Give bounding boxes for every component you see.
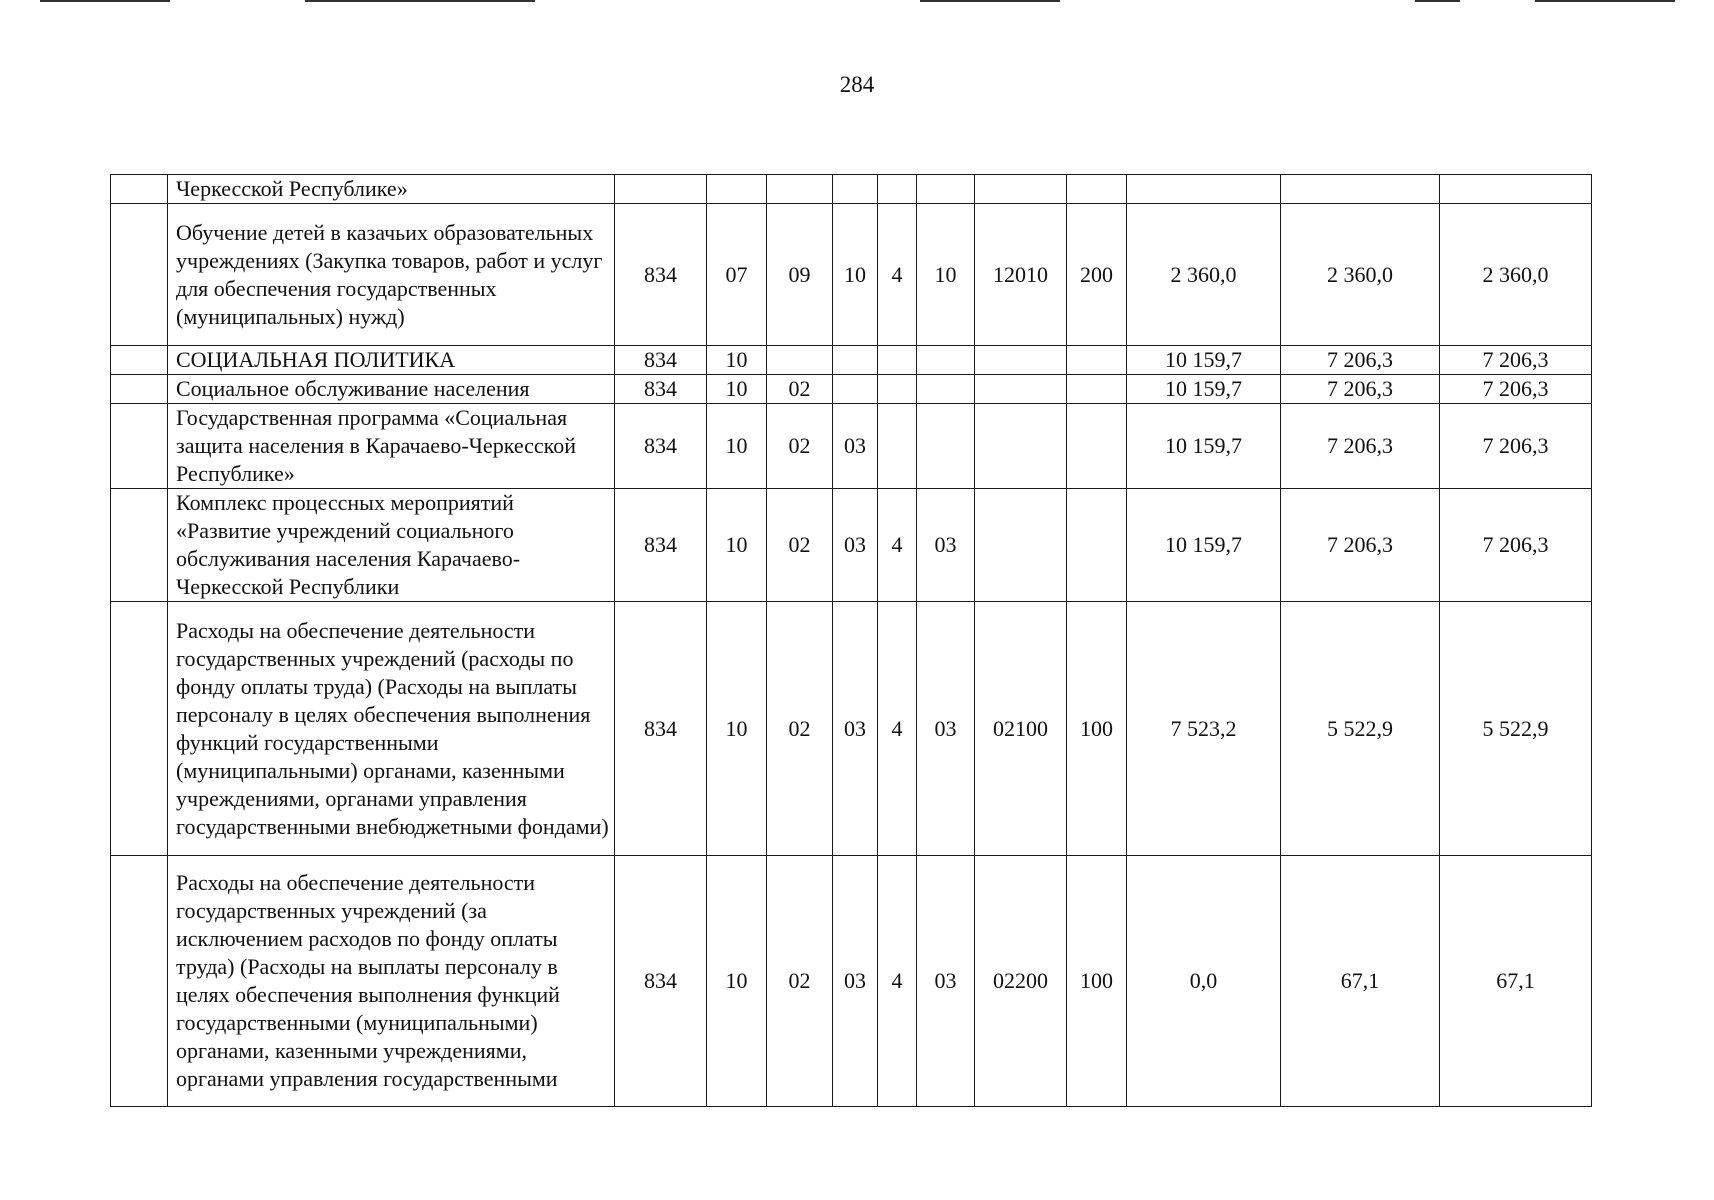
program-cell: 03: [833, 602, 878, 856]
section-cell: 10: [707, 856, 767, 1107]
subsection-cell: 02: [767, 404, 833, 489]
amount-year-2-cell: 2 360,0: [1281, 204, 1440, 346]
ministry-code-cell: 834: [615, 856, 707, 1107]
section-cell: 07: [707, 204, 767, 346]
section-cell: 10: [707, 404, 767, 489]
structural-element-cell: 03: [917, 489, 975, 602]
ministry-code-cell: 834: [615, 204, 707, 346]
subsection-cell: 02: [767, 602, 833, 856]
row-number-cell: [111, 204, 168, 346]
table-row: [111, 404, 1592, 489]
program-cell: 03: [833, 489, 878, 602]
ministry-code-cell: 834: [615, 489, 707, 602]
row-number-cell: [111, 375, 168, 404]
amount-year-2-cell: 67,1: [1281, 856, 1440, 1107]
program-cell: [833, 375, 878, 404]
scan-edge-mark: [40, 0, 170, 2]
expense-direction-cell: [975, 346, 1067, 375]
ministry-code-cell: 834: [615, 404, 707, 489]
row-name-cell: Комплекс процессных мероприятий «Развитие учреждений социального обслуживания населения Карачаево-Черкесской Республики: [168, 489, 615, 602]
amount-year-3-cell: 7 206,3: [1440, 375, 1592, 404]
row-name-cell: Расходы на обеспечение деятельности государственных учреждений (расходы по фонду оплаты труда) (Расходы на выплаты персоналу в целях обеспечения выполнения функций государственными (муниципальными) органами, казенными учреждениями, органами управления государственными внебюджетными фондами): [168, 602, 615, 856]
amount-year-1-cell: 7 523,2: [1127, 602, 1281, 856]
section-cell: [707, 175, 767, 204]
scan-edge-mark: [920, 0, 1060, 2]
expense-type-cell: 100: [1067, 602, 1127, 856]
expense-type-cell: 100: [1067, 856, 1127, 1107]
amount-year-3-cell: 7 206,3: [1440, 489, 1592, 602]
structural-element-cell: 03: [917, 856, 975, 1107]
row-name-cell: Черкесской Республике»: [168, 175, 615, 204]
subprogram-type-cell: 4: [878, 204, 917, 346]
row-number-cell: [111, 856, 168, 1107]
section-cell: 10: [707, 346, 767, 375]
amount-year-1-cell: 10 159,7: [1127, 375, 1281, 404]
amount-year-1-cell: 2 360,0: [1127, 204, 1281, 346]
subprogram-type-cell: [878, 375, 917, 404]
subprogram-type-cell: [878, 175, 917, 204]
structural-element-cell: 03: [917, 602, 975, 856]
amount-year-3-cell: [1440, 175, 1592, 204]
structural-element-cell: [917, 175, 975, 204]
table-row: [111, 489, 1592, 602]
subsection-cell: [767, 346, 833, 375]
row-number-cell: [111, 602, 168, 856]
expense-direction-cell: 12010: [975, 204, 1067, 346]
program-cell: 03: [833, 856, 878, 1107]
expense-direction-cell: 02200: [975, 856, 1067, 1107]
amount-year-1-cell: 10 159,7: [1127, 489, 1281, 602]
row-number-cell: [111, 175, 168, 204]
subsection-cell: 02: [767, 489, 833, 602]
amount-year-1-cell: 10 159,7: [1127, 346, 1281, 375]
amount-year-3-cell: 7 206,3: [1440, 404, 1592, 489]
budget-table: [110, 174, 1592, 1107]
amount-year-2-cell: 7 206,3: [1281, 489, 1440, 602]
subprogram-type-cell: [878, 404, 917, 489]
subsection-cell: [767, 175, 833, 204]
row-name-cell: Государственная программа «Социальная защита населения в Карачаево-Черкесской Республике»: [168, 404, 615, 489]
table-row: [111, 346, 1592, 375]
expense-type-cell: [1067, 404, 1127, 489]
expense-direction-cell: [975, 175, 1067, 204]
section-cell: 10: [707, 489, 767, 602]
expense-type-cell: [1067, 489, 1127, 602]
table-row: [111, 175, 1592, 204]
amount-year-1-cell: [1127, 175, 1281, 204]
table-row: [111, 204, 1592, 346]
program-cell: [833, 346, 878, 375]
row-name-cell: Расходы на обеспечение деятельности государственных учреждений (за исключением расходов по фонду оплаты труда) (Расходы на выплаты персоналу в целях обеспечения выполнения функций государственными (муниципальными) органами, казенными учреждениями, органами управления государственными: [168, 856, 615, 1107]
subprogram-type-cell: 4: [878, 856, 917, 1107]
section-cell: 10: [707, 375, 767, 404]
subprogram-type-cell: 4: [878, 489, 917, 602]
table-row: [111, 375, 1592, 404]
expense-type-cell: [1067, 346, 1127, 375]
row-number-cell: [111, 404, 168, 489]
subsection-cell: 02: [767, 856, 833, 1107]
amount-year-2-cell: 5 522,9: [1281, 602, 1440, 856]
subsection-cell: 09: [767, 204, 833, 346]
row-number-cell: [111, 489, 168, 602]
amount-year-2-cell: 7 206,3: [1281, 346, 1440, 375]
amount-year-3-cell: 7 206,3: [1440, 346, 1592, 375]
row-number-cell: [111, 346, 168, 375]
ministry-code-cell: 834: [615, 346, 707, 375]
amount-year-3-cell: 5 522,9: [1440, 602, 1592, 856]
expense-direction-cell: [975, 489, 1067, 602]
row-name-cell: Социальное обслуживание населения: [168, 375, 615, 404]
program-cell: 03: [833, 404, 878, 489]
structural-element-cell: [917, 375, 975, 404]
section-cell: 10: [707, 602, 767, 856]
amount-year-1-cell: 0,0: [1127, 856, 1281, 1107]
amount-year-2-cell: 7 206,3: [1281, 375, 1440, 404]
amount-year-3-cell: 67,1: [1440, 856, 1592, 1107]
expense-direction-cell: [975, 404, 1067, 489]
scan-edge-mark: [1535, 0, 1675, 2]
subprogram-type-cell: 4: [878, 602, 917, 856]
subprogram-type-cell: [878, 346, 917, 375]
table-row: [111, 856, 1592, 1107]
ministry-code-cell: 834: [615, 602, 707, 856]
table-row: [111, 602, 1592, 856]
amount-year-1-cell: 10 159,7: [1127, 404, 1281, 489]
program-cell: 10: [833, 204, 878, 346]
scan-edge-mark: [1415, 0, 1460, 2]
scan-edge-mark: [305, 0, 535, 2]
ministry-code-cell: 834: [615, 375, 707, 404]
subsection-cell: 02: [767, 375, 833, 404]
amount-year-2-cell: [1281, 175, 1440, 204]
structural-element-cell: [917, 346, 975, 375]
row-name-cell: Обучение детей в казачьих образовательных учреждениях (Закупка товаров, работ и услуг для обеспечения государственных (муниципальных) нужд): [168, 204, 615, 346]
structural-element-cell: [917, 404, 975, 489]
program-cell: [833, 175, 878, 204]
amount-year-2-cell: 7 206,3: [1281, 404, 1440, 489]
expense-type-cell: [1067, 375, 1127, 404]
expense-type-cell: [1067, 175, 1127, 204]
expense-direction-cell: [975, 375, 1067, 404]
page-number: 284: [839, 72, 875, 97]
ministry-code-cell: [615, 175, 707, 204]
structural-element-cell: 10: [917, 204, 975, 346]
expense-direction-cell: 02100: [975, 602, 1067, 856]
amount-year-3-cell: 2 360,0: [1440, 204, 1592, 346]
expense-type-cell: 200: [1067, 204, 1127, 346]
row-name-cell: СОЦИАЛЬНАЯ ПОЛИТИКА: [168, 346, 615, 375]
